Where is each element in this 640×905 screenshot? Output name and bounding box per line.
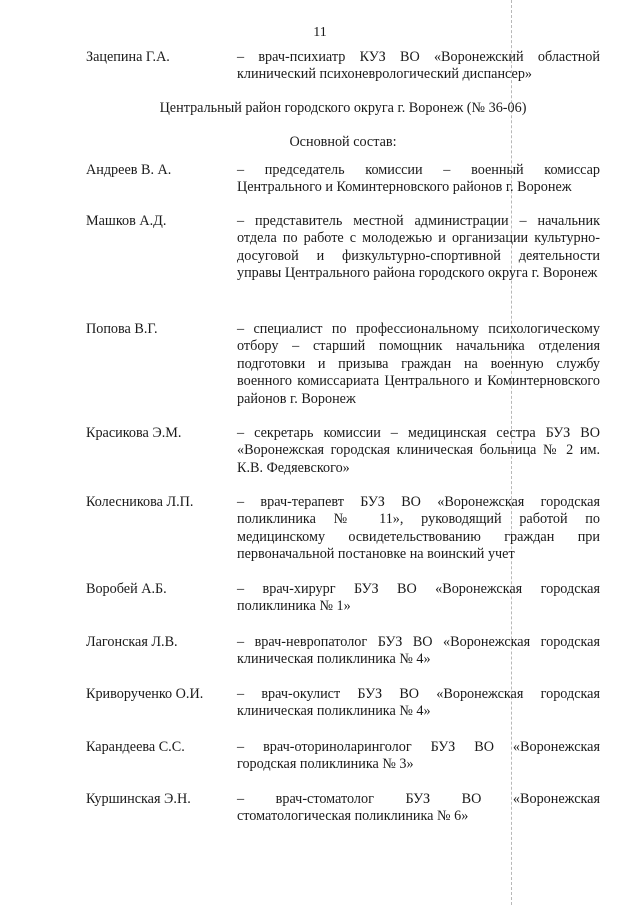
member-name: Карандеева С.С. xyxy=(86,739,185,755)
member-name: Красикова Э.М. xyxy=(86,425,182,441)
member-name: Лагонская Л.В. xyxy=(86,634,178,650)
member-description: – секретарь комиссии – медицинская сестра БУЗ ВО «Воронежская городская клиническая больница № 2 им. К.В. Федяевского» xyxy=(237,425,600,476)
member-description: – специалист по профессиональному психологическому отбору – старший помощник начальника отделения подготовки и призыва граждан на военную службу военного комиссариата Центрального и Коминтерновского районов г. Воронеж xyxy=(237,321,600,407)
member-description: – врач-стоматолог БУЗ ВО «Воронежская стоматологическая поликлиника № 6» xyxy=(237,791,600,825)
member-entry xyxy=(86,321,600,408)
member-name: Куршинская Э.Н. xyxy=(86,791,191,807)
member-entry xyxy=(86,494,600,564)
member-name: Зацепина Г.А. xyxy=(86,49,170,65)
member-name: Криворученко О.И. xyxy=(86,686,204,702)
district-heading: Центральный район городского округа г. Воронеж (№ 36-06) xyxy=(159,100,527,116)
member-name: Воробей А.Б. xyxy=(86,581,167,597)
member-entry xyxy=(86,213,600,283)
section-heading: Основной состав: xyxy=(289,134,397,150)
member-description: – врач-окулист БУЗ ВО «Воронежская городская клиническая поликлиника № 4» xyxy=(237,686,600,720)
member-description: – представитель местной администрации – начальник отдела по работе с молодежью и организации культурно-досуговой и физкультурно-спортивной деятельности управы Центрального района городского округа г. Воронеж xyxy=(237,213,600,282)
member-description: – врач-терапевт БУЗ ВО «Воронежская городская поликлиника № 11», руководящий работой по медицинскому освидетельствованию граждан при первоначальной постановке на воинский учет xyxy=(237,494,600,563)
member-name: Машков А.Д. xyxy=(86,213,167,229)
page-number: 11 xyxy=(313,25,327,40)
member-entry xyxy=(86,739,600,774)
member-description: – врач-невропатолог БУЗ ВО «Воронежская городская клиническая поликлиника № 4» xyxy=(237,634,600,668)
entry-top xyxy=(86,49,600,84)
member-entry xyxy=(86,686,600,721)
member-name: Колесникова Л.П. xyxy=(86,494,194,510)
member-description: – председатель комиссии – военный комиссар Центрального и Коминтерновского районов г. Воронеж xyxy=(237,162,600,196)
member-entry xyxy=(86,425,600,477)
member-description: – врач-хирург БУЗ ВО «Воронежская городская поликлиника № 1» xyxy=(237,581,600,615)
member-entry xyxy=(86,634,600,669)
member-entry xyxy=(86,791,600,826)
member-description: – врач-психиатр КУЗ ВО «Воронежский областной клинический психоневрологический диспансер» xyxy=(237,49,600,83)
member-name: Андреев В. А. xyxy=(86,162,172,178)
member-description: – врач-оториноларинголог БУЗ ВО «Воронежская городская поликлиника № 3» xyxy=(237,739,600,773)
member-entry xyxy=(86,162,600,197)
member-entry xyxy=(86,581,600,616)
member-name: Попова В.Г. xyxy=(86,321,158,337)
